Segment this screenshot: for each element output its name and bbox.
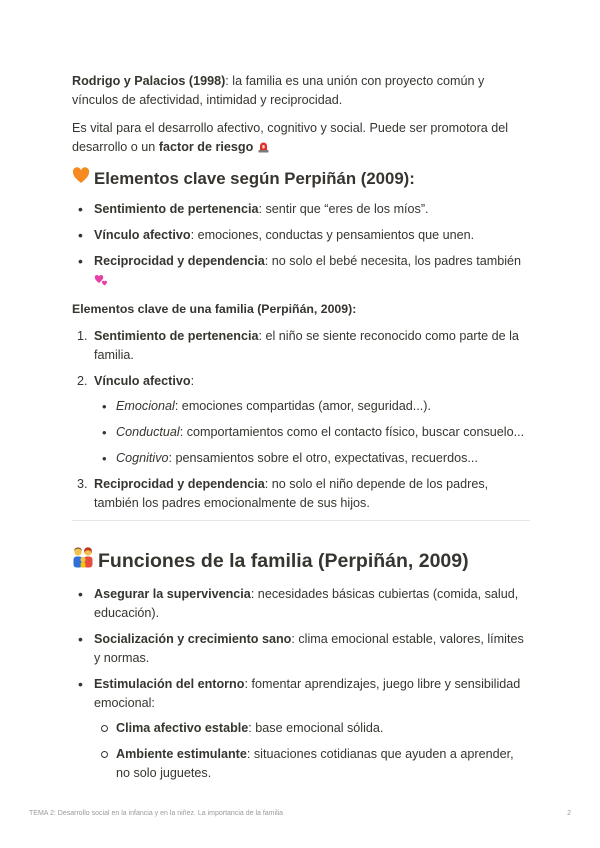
sub-item-term: Conductual — [116, 425, 180, 439]
orange-heart-icon — [72, 167, 90, 190]
item-term: Vínculo afectivo — [94, 374, 191, 388]
section2-list — [72, 327, 530, 513]
item-term: Vínculo afectivo — [94, 228, 191, 242]
page-number: 2 — [567, 810, 571, 817]
list-item — [72, 585, 530, 623]
intro-text-2: Es vital para el desarrollo afectivo, cognitivo y social. Puede ser promotora del desarrollo o un — [72, 121, 509, 154]
list-item — [72, 475, 530, 513]
section3-list — [72, 585, 530, 783]
item-term: Reciprocidad y dependencia — [94, 477, 265, 491]
item-term: Estimulación del entorno — [94, 677, 245, 691]
list-item — [72, 200, 530, 219]
family-icon — [72, 547, 94, 575]
sub-list-item — [94, 397, 530, 416]
item-number: 3. — [77, 477, 88, 491]
sub-list-item — [94, 449, 530, 468]
intro-paragraph-1 — [72, 72, 530, 110]
section3-heading — [72, 547, 530, 575]
footer-title: TEMA 2: Desarrollo social en la infancia y en la niñez. La importancia de la familia — [29, 810, 284, 817]
sub-item-term: Clima afectivo estable — [116, 721, 249, 735]
author-citation: Rodrigo y Palacios (1998) — [72, 74, 226, 88]
item-text: : fomentar aprendizajes, juego libre y sensibilidad emocional: — [94, 677, 521, 710]
item-text: : el niño se siente reconocido como parte de la familia. — [94, 329, 519, 362]
section3-title: Funciones de la familia (Perpiñán, 2009) — [98, 550, 469, 572]
sub-item-text: : situaciones cotidianas que ayuden a aprender, no solo juguetes. — [116, 747, 514, 780]
section1-heading — [72, 167, 530, 190]
page-footer — [29, 810, 571, 817]
revolving-hearts-icon — [94, 273, 108, 292]
sub-item-term: Ambiente estimulante — [116, 747, 247, 761]
sub-item-text: : comportamientos como el contacto físico, buscar consuelo... — [179, 425, 525, 439]
sub-list — [94, 397, 530, 468]
item-text: : — [190, 374, 195, 388]
item-term: Sentimiento de pertenencia — [94, 329, 259, 343]
sub-item-term: Cognitivo — [116, 451, 169, 465]
item-term: Sentimiento de pertenencia — [94, 202, 259, 216]
item-number: 1. — [77, 329, 88, 343]
intro-paragraph-2 — [72, 119, 530, 159]
item-number: 2. — [77, 374, 88, 388]
divider — [72, 520, 530, 521]
list-item — [72, 226, 530, 245]
list-item — [72, 372, 530, 468]
sub-list-item — [94, 745, 530, 783]
sub-list-item — [94, 719, 530, 738]
list-item — [72, 252, 530, 292]
risk-factor-term: factor de riesgo — [158, 140, 254, 154]
intro-text: : la familia es una unión con proyecto común y vínculos de afectividad, intimidad y reciprocidad. — [72, 74, 485, 107]
page-content — [72, 72, 530, 790]
item-text: : clima emocional estable, valores, límites y normas. — [94, 632, 524, 665]
item-term: Asegurar la supervivencia — [94, 587, 251, 601]
item-text: : no solo el bebé necesita, los padres también — [264, 254, 522, 268]
siren-icon — [257, 140, 270, 159]
section2-heading: Elementos clave de una familia (Perpiñán, 2009): — [72, 302, 357, 316]
item-text: : emociones, conductas y pensamientos que unen. — [190, 228, 475, 242]
list-item — [72, 327, 530, 365]
item-text: : necesidades básicas cubiertas (comida, salud, educación). — [94, 587, 519, 620]
sub-item-text: : emociones compartidas (amor, seguridad...). — [174, 399, 431, 413]
list-item — [72, 630, 530, 668]
item-text: : no solo el niño depende de los padres, también los padres emocionalmente de sus hijos. — [94, 477, 489, 510]
section1-title: Elementos clave según Perpiñán (2009): — [94, 168, 415, 188]
sub-item-term: Emocional — [116, 399, 175, 413]
sub-item-text: : base emocional sólida. — [248, 721, 384, 735]
section1-list — [72, 200, 530, 292]
sub-item-text: : pensamientos sobre el otro, expectativas, recuerdos... — [168, 451, 478, 465]
sub-list-item — [94, 423, 530, 442]
item-text: : sentir que “eres de los míos”. — [258, 202, 429, 216]
list-item — [72, 675, 530, 783]
item-term: Reciprocidad y dependencia — [94, 254, 265, 268]
item-term: Socialización y crecimiento sano — [94, 632, 292, 646]
sub-list — [94, 719, 530, 783]
